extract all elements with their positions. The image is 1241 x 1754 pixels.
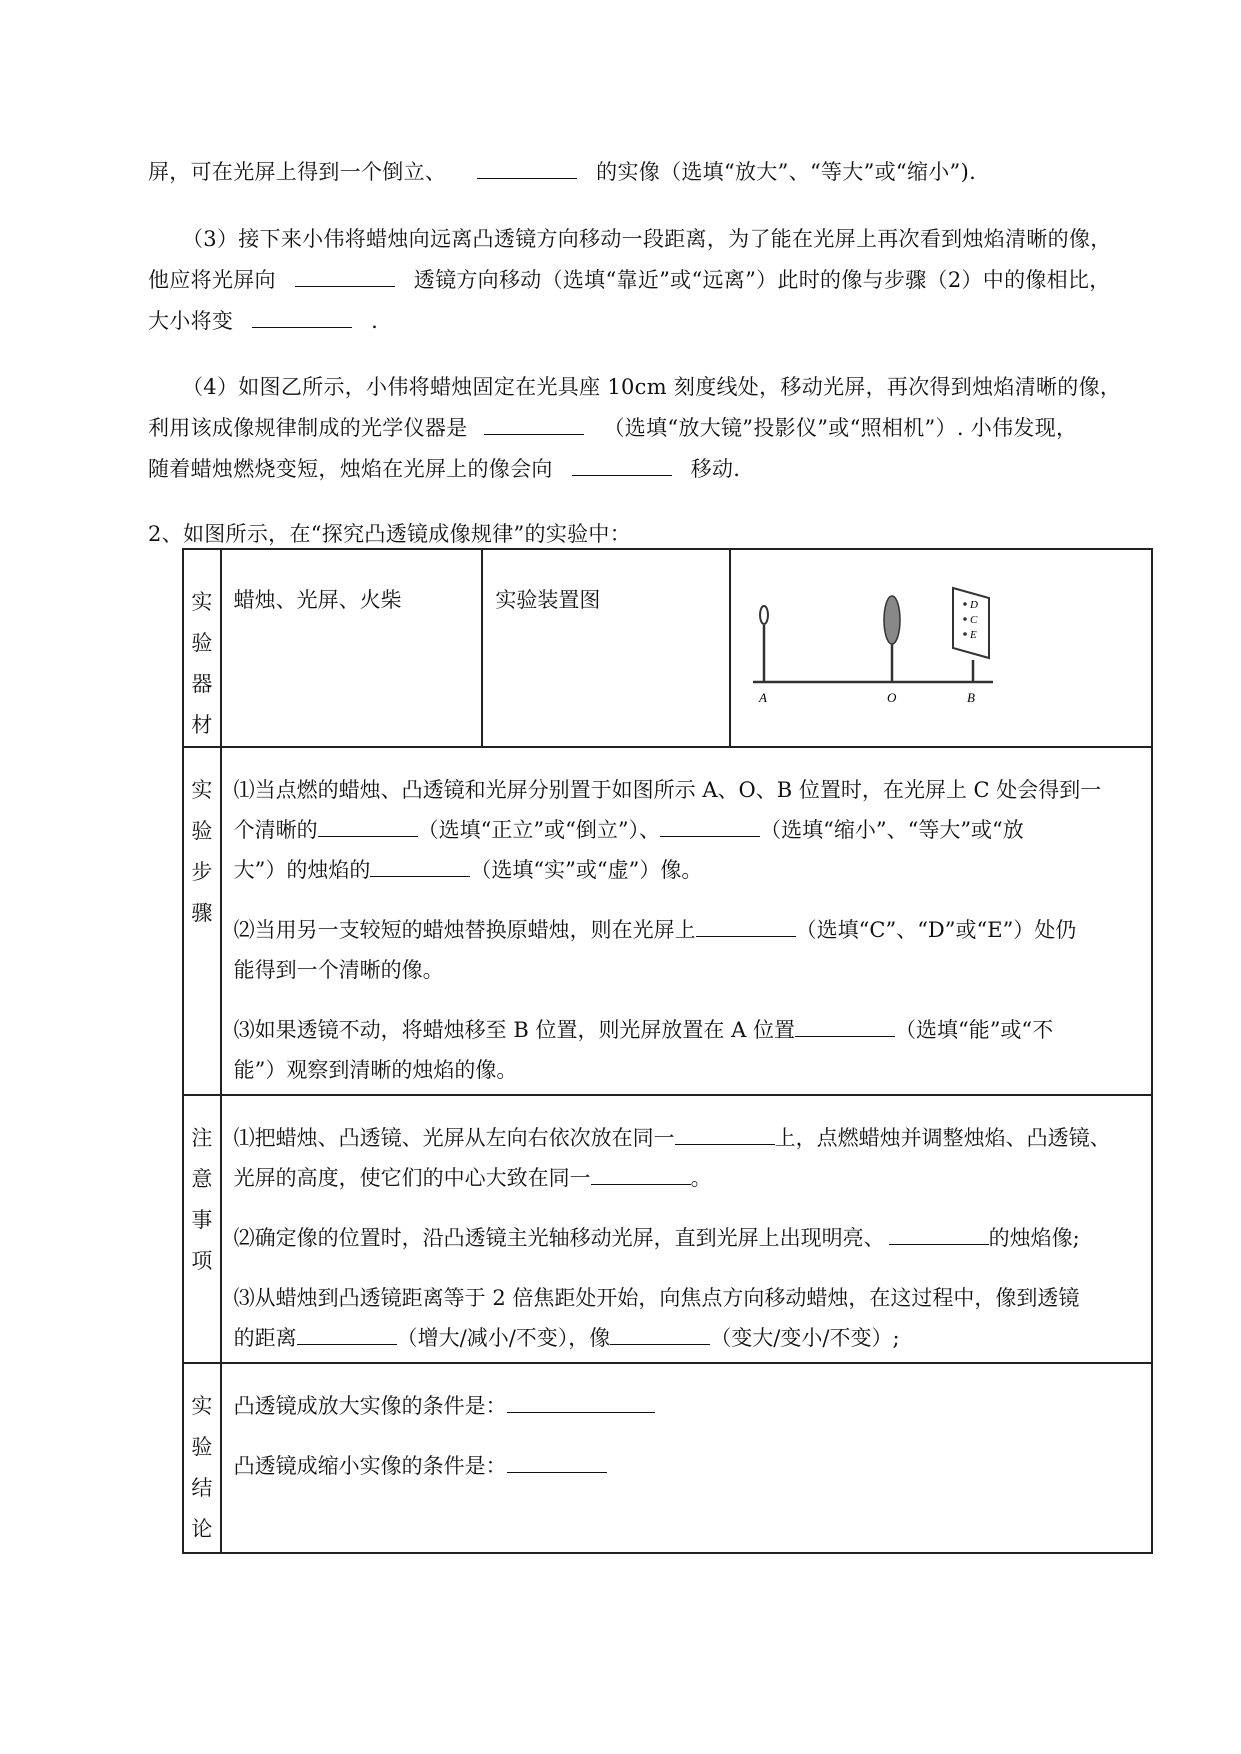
answer-blank[interactable] <box>572 474 672 476</box>
text: 的实像（选填“放大”、“等大”或“缩小”). <box>596 160 977 184</box>
text: （选填“能”或“不 <box>894 1018 1054 1042</box>
text: 凸透镜成放大实像的条件是： <box>233 1394 507 1418</box>
text: 光屏的高度，使它们的中心大致在同一 <box>233 1166 591 1190</box>
text: 移动. <box>690 457 741 481</box>
text: （增大/减小/不变），像 <box>396 1326 611 1350</box>
device-label: 实验装置图 <box>495 588 601 612</box>
answer-blank[interactable] <box>591 1183 691 1185</box>
steps-cell <box>221 747 1152 1095</box>
text: 透镜方向移动（选填“靠近”或“远离”）此时的像与步骤（2）中的像相比， <box>413 268 1111 292</box>
text: 上，点燃蜡烛并调整烛焰、凸透镜、 <box>774 1126 1111 1150</box>
note-3 <box>234 1278 1139 1358</box>
label-b: B <box>967 690 975 705</box>
answer-blank[interactable] <box>660 835 760 837</box>
text: （选填“缩小”、“等大”或“放 <box>760 818 1024 842</box>
header-conclusion <box>183 1363 221 1553</box>
text: （选填“放大镜”投影仪”或“照相机”）. 小伟发现， <box>603 416 1078 440</box>
device-label-cell <box>482 549 730 747</box>
header-notes <box>183 1095 221 1363</box>
text: 利用该成像规律制成的光学仪器是 <box>148 416 468 440</box>
text: 凸透镜成缩小实像的条件是： <box>233 1454 507 1478</box>
step-2 <box>234 910 1139 990</box>
text-line <box>148 305 378 335</box>
text: （选填“C”、“D”或“E”）处仍 <box>795 918 1077 942</box>
candle-flame <box>760 606 768 624</box>
text: 大小将变 <box>148 309 234 333</box>
text: 。 <box>690 1166 712 1190</box>
header-char: 步 <box>191 860 213 884</box>
header-char: 材 <box>191 713 213 737</box>
point-e <box>963 632 967 636</box>
conclusion-2 <box>234 1446 1139 1486</box>
text: . <box>371 309 379 333</box>
header-char: 实 <box>191 590 213 614</box>
text: 大”）的烛焰的 <box>233 858 371 882</box>
text: 随着蜡烛燃烧变短，烛焰在光屏上的像会向 <box>148 457 553 481</box>
answer-blank[interactable] <box>297 1343 397 1345</box>
header-char: 验 <box>191 631 213 655</box>
answer-blank[interactable] <box>370 875 470 877</box>
header-char: 实 <box>191 1394 213 1418</box>
text: （选填“正立”或“倒立”）、 <box>417 818 661 842</box>
conclusion-1 <box>234 1386 1139 1426</box>
header-char: 项 <box>191 1249 213 1273</box>
materials-cell <box>221 549 483 747</box>
point-d <box>963 602 967 606</box>
answer-blank[interactable] <box>477 177 577 179</box>
label-e: E <box>970 629 977 641</box>
header-char: 骤 <box>191 901 213 925</box>
text: 能得到一个清晰的像。 <box>233 958 444 982</box>
header-char: 器 <box>191 672 213 696</box>
answer-blank[interactable] <box>675 1143 775 1145</box>
answer-blank[interactable] <box>484 433 584 435</box>
text-line: （3）接下来小伟将蜡烛向远离凸透镜方向移动一段距离，为了能在光屏上再次看到烛焰清晰的像， <box>182 227 1112 251</box>
convex-lens <box>884 596 900 644</box>
answer-blank[interactable] <box>610 1343 710 1345</box>
text: （选填“实”或“虚”）像。 <box>470 858 703 882</box>
materials-text: 蜡烛、光屏、火柴 <box>233 588 402 612</box>
text: ⑴当点燃的蜡烛、凸透镜和光屏分别置于如图所示 A、O、B 位置时，在光屏上 C 处会得到一 <box>233 778 1102 802</box>
header-char: 实 <box>191 778 213 802</box>
table-row <box>183 747 1152 1095</box>
answer-blank[interactable] <box>507 1471 607 1473</box>
text-line <box>234 1218 1139 1258</box>
text-line <box>234 1318 1139 1358</box>
text-line <box>234 1010 1139 1050</box>
notes-cell <box>221 1095 1152 1363</box>
header-char: 论 <box>191 1517 213 1541</box>
point-c <box>963 617 967 621</box>
label-a: A <box>759 690 767 705</box>
header-char: 验 <box>191 819 213 843</box>
answer-blank[interactable] <box>318 835 418 837</box>
text-line: （4）如图乙所示，小伟将蜡烛固定在光具座 10cm 刻度线处，移动光屏，再次得到烛焰清晰的像， <box>182 375 1122 399</box>
step-3 <box>234 1010 1139 1090</box>
answer-blank[interactable] <box>507 1411 655 1413</box>
answer-blank[interactable] <box>252 326 352 328</box>
label-d: D <box>970 599 978 611</box>
text-line <box>234 810 1139 850</box>
header-char: 注 <box>191 1126 213 1150</box>
label-o: O <box>887 690 897 705</box>
diagram-cell <box>730 549 1152 747</box>
text: 个清晰的 <box>233 818 318 842</box>
table-row <box>183 1095 1152 1363</box>
conclusion-cell <box>221 1363 1152 1553</box>
optical-bench-diagram <box>731 550 1151 736</box>
answer-blank[interactable] <box>795 1035 895 1037</box>
text: 能”）观察到清晰的烛焰的像。 <box>233 1058 518 1082</box>
answer-blank[interactable] <box>295 285 395 287</box>
text: 屏，可在光屏上得到一个倒立、 <box>148 160 447 184</box>
answer-blank[interactable] <box>889 1243 989 1245</box>
header-steps <box>183 747 221 1095</box>
table-row <box>183 1363 1152 1553</box>
question-title: 2、如图所示，在“探究凸透镜成像规律”的实验中： <box>148 522 632 546</box>
text: ⑵当用另一支较短的蜡烛替换原蜡烛，则在光屏上 <box>233 918 696 942</box>
step-1 <box>234 770 1139 890</box>
text-line <box>234 1158 1139 1198</box>
header-materials <box>183 549 221 747</box>
label-c: C <box>970 614 978 626</box>
text: 他应将光屏向 <box>148 268 276 292</box>
header-char: 事 <box>191 1208 213 1232</box>
header-char: 验 <box>191 1435 213 1459</box>
text: ⑵确定像的位置时，沿凸透镜主光轴移动光屏，直到光屏上出现明亮、 <box>233 1226 885 1250</box>
text: 的烛焰像; <box>988 1226 1080 1250</box>
text: ⑶从蜡烛到凸透镜距离等于 2 倍焦距处开始，向焦点方向移动蜡烛，在这过程中，像到透镜 <box>233 1286 1080 1310</box>
text-line <box>234 850 1139 890</box>
text-line <box>148 156 976 186</box>
note-2 <box>234 1218 1139 1258</box>
text-line <box>234 1118 1139 1158</box>
text: ⑴把蜡烛、凸透镜、光屏从左向右依次放在同一 <box>233 1126 675 1150</box>
note-1 <box>234 1118 1139 1198</box>
text-line <box>234 910 1139 950</box>
table-row <box>183 549 1152 747</box>
text: ⑶如果透镜不动，将蜡烛移至 B 位置，则光屏放置在 A 位置 <box>233 1018 795 1042</box>
text-line <box>148 264 1111 294</box>
header-char: 结 <box>191 1476 213 1500</box>
text-line <box>148 453 740 483</box>
experiment-table <box>182 548 1153 1554</box>
header-char: 意 <box>191 1167 213 1191</box>
text: 的距离 <box>233 1326 297 1350</box>
text: （变大/变小/不变）; <box>710 1326 900 1350</box>
answer-blank[interactable] <box>696 935 796 937</box>
text-line <box>148 412 1077 442</box>
